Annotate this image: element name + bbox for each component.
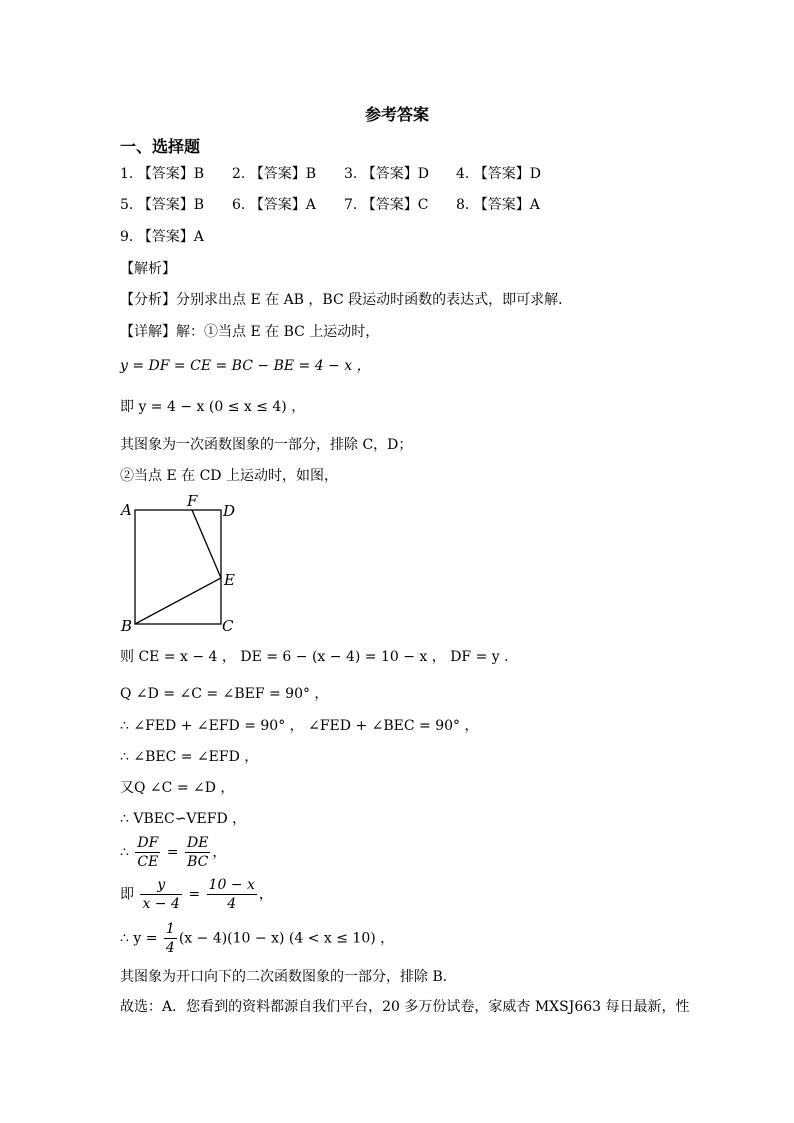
answer-6: 6. 【答案】A	[232, 197, 316, 213]
comma: ，	[258, 886, 273, 903]
answer-2: 2. 【答案】B	[232, 166, 317, 182]
answer-1: 1. 【答案】B	[120, 166, 205, 182]
label-e: E	[224, 571, 235, 589]
analysis-text: 【分析】分别求出点 E 在 AB ，BC 段运动时函数的表达式，即可求解．	[120, 292, 573, 308]
label-b: B	[121, 617, 133, 635]
final-answer: 故选：A．您看到的资料都源自我们平台，20 多万份试卷，家威杏 MXSJ663 每日最新，性	[120, 999, 690, 1015]
y-equals: ∴ y =	[120, 930, 158, 947]
answer-8: 8. 【答案】A	[456, 197, 540, 213]
exclude-cd-text: 其图象为一次函数图象的一部分，排除 C，D；	[120, 437, 413, 453]
detail-text: 【详解】解：①当点 E 在 BC 上运动时，	[120, 324, 380, 340]
rectangle-figure	[115, 490, 245, 640]
equation-10: 即 $\frac{y}{x - 4}$ = $\frac{10 - x}{4}$ ，	[120, 877, 273, 912]
segments-f-e-b	[135, 510, 221, 624]
answers-row-3	[120, 227, 204, 247]
answers-row-1	[120, 164, 541, 184]
denominator: 4	[227, 896, 237, 912]
equation-5: ∴ ∠FED + ∠EFD = 90° ， ∠FED + ∠BEC = 90° ，	[120, 718, 479, 734]
ji-label: 即	[120, 886, 134, 903]
answer-7: 7. 【答案】C	[344, 197, 429, 213]
fraction-df-ce	[135, 834, 160, 871]
equation-3: 则 CE = x − 4 ， DE = 6 − (x − 4) = 10 − x ， DF = y ．	[120, 649, 519, 665]
jiexi-label: 【解析】	[120, 261, 176, 277]
equation-4: Q ∠D = ∠C = ∠BEF = 90° ，	[120, 686, 329, 702]
label-f: F	[187, 492, 198, 510]
answer-4: 4. 【答案】D	[456, 166, 542, 182]
rectangle-abcd	[135, 510, 221, 624]
equation-8: ∴ VBEC∽VEFD ，	[120, 811, 247, 827]
answer-9: 9. 【答案】A	[120, 229, 204, 245]
exclude-b-text: 其图象为开口向下的二次函数图象的一部分，排除 B．	[120, 969, 457, 985]
equation-9: ∴ $\frac{DF}{CE}$ = $\frac{DE}{BC}$ ，	[120, 835, 227, 870]
fraction-de-bc	[185, 834, 210, 871]
denominator: x − 4	[142, 896, 180, 912]
answer-5: 5. 【答案】B	[120, 197, 205, 213]
therefore-symbol: ∴	[120, 844, 129, 861]
equation-6: ∴ ∠BEC = ∠EFD ，	[120, 749, 259, 765]
fraction-10x-4	[207, 876, 257, 913]
equation-7: 又Q ∠C = ∠D ，	[120, 780, 235, 796]
equation-11	[120, 920, 394, 957]
numerator: 1	[165, 921, 175, 937]
denominator: BC	[187, 854, 209, 870]
numerator: DF	[137, 835, 159, 851]
fraction-1-4	[164, 920, 177, 957]
fraction-y-x4	[140, 876, 181, 913]
comma: ，	[212, 844, 227, 861]
label-d: D	[223, 502, 236, 520]
numerator: DE	[186, 835, 209, 851]
page-title: 参考答案	[364, 105, 429, 124]
equation-1: y = DF = CE = BC − BE = 4 − x ，	[120, 358, 371, 374]
answers-row-2	[120, 195, 540, 215]
label-a: A	[121, 501, 132, 519]
denominator: CE	[137, 854, 159, 870]
expression: (x − 4)(10 − x) (4 < x ≤ 10) ，	[178, 930, 395, 947]
case2-text: ②当点 E 在 CD 上运动时，如图，	[120, 468, 338, 484]
denominator: 4	[165, 940, 175, 956]
section-heading: 一、选择题	[120, 137, 201, 156]
numerator: y	[140, 876, 181, 895]
equation-2: 即 y = 4 − x (0 ≤ x ≤ 4) ，	[120, 399, 306, 415]
answer-3: 3. 【答案】D	[344, 166, 430, 182]
numerator: 10 − x	[208, 877, 255, 893]
label-c: C	[222, 617, 234, 635]
